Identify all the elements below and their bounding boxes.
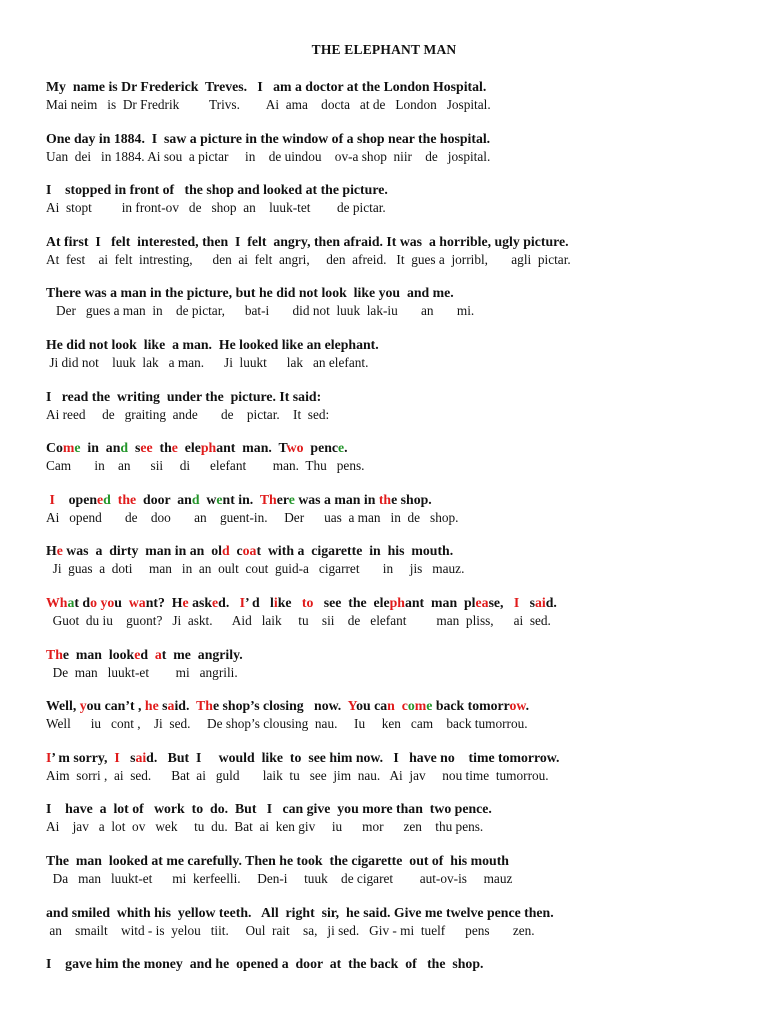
text-segment: ’ d l <box>245 595 274 610</box>
english-line <box>46 904 746 922</box>
phonetic-line <box>46 457 746 474</box>
text-segment: He did not look like a man. He looked like an elephant. <box>46 337 379 352</box>
phonetic-line <box>46 560 746 577</box>
english-line <box>46 594 746 612</box>
text-segment <box>395 698 402 713</box>
english-line <box>46 439 746 457</box>
text-segment <box>111 492 118 507</box>
paragraph <box>46 78 746 113</box>
text-segment: d <box>103 491 111 507</box>
phonetic-line <box>46 406 746 423</box>
text-segment: e <box>56 543 63 559</box>
text-segment: y <box>79 698 87 714</box>
phonetic-line <box>46 251 746 268</box>
text-segment: De man luukt-et mi angrili. <box>46 664 238 680</box>
text-segment: Ji did not luuk lak a man. Ji luukt lak an elefant. <box>46 355 369 370</box>
text-segment: ai <box>135 749 147 765</box>
english-line <box>46 181 746 199</box>
text-segment: d. <box>218 595 240 610</box>
text-segment: c <box>229 543 243 559</box>
text-segment: Co <box>46 440 63 456</box>
text-segment: ow <box>509 698 526 714</box>
phonetic-line <box>46 870 746 887</box>
text-segment: ai <box>534 595 546 610</box>
text-segment: ’ m sorry, <box>51 749 115 765</box>
text-segment: Ai reed de graiting ande de pictar. It sed: <box>46 406 330 422</box>
text-segment: e <box>134 646 141 662</box>
text-segment: to <box>301 595 314 610</box>
text-segment: Mai neim is Dr Fredrik Trivs. Ai ama docta at de London Jospital. <box>46 97 491 112</box>
paragraph <box>46 284 746 319</box>
text-segment: The man looked at me carefully. Then he took the cigarette out of his mouth <box>46 853 509 868</box>
text-segment: o <box>90 595 98 610</box>
english-line <box>46 955 746 973</box>
text-segment: e <box>212 595 219 610</box>
text-segment: I <box>114 749 120 765</box>
text-segment: i <box>273 595 278 610</box>
text-segment: Der gues a man in de pictar, bat-i did not luuk lak-iu an mi. <box>46 303 475 319</box>
text-segment: t me angrily. <box>161 646 243 662</box>
text-segment: wo <box>286 440 304 456</box>
text-segment: th <box>378 491 392 507</box>
text-segment: ele <box>177 440 201 456</box>
text-segment: e <box>171 440 178 456</box>
text-segment: I gave him the money and he opened a door at the back of the shop. <box>46 956 484 972</box>
text-segment: One day in 1884. I saw a picture in the window of a shop near the hospital. <box>46 130 491 146</box>
phonetic-line <box>46 354 746 371</box>
phonetic-line <box>46 715 746 732</box>
paragraph <box>46 955 746 973</box>
text-segment: c <box>401 698 408 714</box>
text-segment: H <box>46 543 57 559</box>
text-segment: n <box>387 698 395 714</box>
paragraph <box>46 130 746 165</box>
text-segment: d <box>191 491 200 507</box>
text-segment: nt? H <box>145 595 183 610</box>
text-segment: ee <box>140 440 153 456</box>
paragraph <box>46 491 746 526</box>
text-segment: was a dirty man in an ol <box>62 543 222 559</box>
paragraph <box>46 439 746 474</box>
paragraph <box>46 697 746 732</box>
phonetic-line <box>46 818 746 835</box>
text-segment: . <box>525 698 530 714</box>
text-segment: see the ele <box>313 595 390 610</box>
text-segment: I <box>49 491 55 507</box>
paragraph <box>46 904 746 939</box>
document-title: THE ELEPHANT MAN <box>311 42 457 57</box>
text-segment: open <box>54 491 97 507</box>
text-segment: a <box>67 595 75 610</box>
paragraph <box>46 646 746 681</box>
text-segment: wa <box>128 595 146 610</box>
text-segment: ea <box>475 595 489 610</box>
paragraph <box>46 181 746 216</box>
text-segment: Th <box>46 646 63 662</box>
text-segment: door an <box>136 491 192 507</box>
text-segment: I stopped in front of the shop and looked at the picture. <box>46 182 388 198</box>
text-segment: ph <box>389 595 405 610</box>
text-segment: ant man. T <box>216 440 287 456</box>
text-segment: Y <box>347 698 357 714</box>
text-segment: w <box>199 491 217 507</box>
text-segment: Uan dei in 1884. Ai sou a pictar in de uindou ov-a shop niir de jospital. <box>46 148 491 164</box>
text-segment: Ai stopt in front-ov de shop an luuk-tet de pictar. <box>46 200 386 216</box>
english-line <box>46 697 746 715</box>
paragraph <box>46 594 746 629</box>
text-segment: Th <box>259 491 277 507</box>
text-segment: id. <box>174 698 197 714</box>
text-segment: e shop’s closing now. <box>212 698 348 714</box>
text-segment: was a man in <box>294 491 379 507</box>
text-segment: ke <box>277 595 302 610</box>
text-segment: e man look <box>62 646 135 662</box>
text-segment: e <box>426 698 433 714</box>
text-segment: ph <box>200 440 217 456</box>
text-segment: m <box>62 440 75 456</box>
english-line <box>46 130 746 148</box>
text-segment: At fest ai felt intresting, den ai felt angri, den afreid. It gues a jorribl, agli pictar. <box>46 251 571 267</box>
paragraph <box>46 749 746 784</box>
text-segment: Well, <box>46 698 80 714</box>
english-line <box>46 491 746 509</box>
text-segment: I <box>239 595 246 610</box>
text-segment: s <box>128 440 141 456</box>
text-segment: I <box>513 595 520 610</box>
paragraph <box>46 800 746 835</box>
english-line <box>46 646 746 664</box>
english-line <box>46 542 746 560</box>
text-segment: back tomorr <box>432 698 510 714</box>
text-segment: a <box>154 646 162 662</box>
text-segment: ou can’t , <box>86 698 145 714</box>
text-segment: er <box>276 491 289 507</box>
text-segment: se, <box>488 595 514 610</box>
text-segment: Th <box>196 698 213 714</box>
phonetic-line <box>46 612 746 629</box>
text-segment: d. But I would like to see him now. I have no time tomorrow. <box>146 749 560 765</box>
phonetic-line <box>46 96 746 113</box>
text-segment: u <box>114 595 129 610</box>
text-segment: d <box>140 646 155 662</box>
text-segment: he <box>144 698 159 714</box>
text-segment: Aim sorri , ai sed. Bat ai guld laik tu see jim nau. Ai jav nou time tumorrou. <box>46 767 549 783</box>
text-segment: Guot du iu guont? Ji askt. Aid laik tu sii de elefant man pliss, ai sed. <box>46 613 551 628</box>
text-segment: d. <box>545 595 557 610</box>
text-segment: oa <box>242 543 257 559</box>
text-segment: t with a cigarette in his mouth. <box>256 543 454 559</box>
english-line <box>46 388 746 406</box>
text-segment: I <box>46 749 52 765</box>
text-segment: ask <box>188 595 213 610</box>
phonetic-line <box>46 302 746 319</box>
phonetic-line <box>46 922 746 939</box>
paragraph <box>46 852 746 887</box>
phonetic-line <box>46 199 746 216</box>
text-segment: Ai jav a lot ov wek tu du. Bat ai ken giv iu mor zen thu pens. <box>46 819 484 835</box>
text-segment: yo <box>100 595 115 610</box>
text-segment: s <box>119 749 136 765</box>
text-segment: o <box>407 698 415 714</box>
text-segment: d <box>120 440 129 456</box>
text-segment: t d <box>74 595 91 610</box>
text-segment: m <box>414 698 427 714</box>
english-line <box>46 233 746 251</box>
text-segment: ou ca <box>356 698 388 714</box>
text-segment: in an <box>80 440 121 456</box>
text-segment: Da man luukt-et mi kerfeelli. Den-i tuuk de cigaret aut-ov-is mauz <box>46 871 513 886</box>
paragraph <box>46 233 746 268</box>
english-line <box>46 800 746 818</box>
phonetic-line <box>46 767 746 784</box>
text-segment: and smiled whith his yellow teeth. All right sir, he said. Give me twelve pence then. <box>46 904 554 920</box>
text-segment: e <box>338 440 345 456</box>
text-segment: There was a man in the picture, but he did not look like you and me. <box>46 285 454 301</box>
text-segment: . <box>344 440 348 456</box>
phonetic-line <box>46 664 746 681</box>
text-segment: Ai opend de doo an guent-in. Der uas a man in de shop. <box>46 509 459 525</box>
text-segment: e <box>182 595 189 610</box>
phonetic-line <box>46 509 746 526</box>
english-line <box>46 749 746 767</box>
english-line <box>46 78 746 96</box>
text-segment: e <box>74 440 81 456</box>
english-line <box>46 284 746 302</box>
english-line <box>46 852 746 870</box>
text-segment: e <box>288 491 295 507</box>
paragraph <box>46 388 746 423</box>
text-segment: I read the writing under the picture. It said: <box>46 388 322 404</box>
text-segment: e <box>216 491 223 507</box>
english-line <box>46 336 746 354</box>
text-segment: the <box>117 491 137 507</box>
text-segment: d <box>221 543 230 559</box>
text-segment: Cam in an sii di elefant man. Thu pens. <box>46 458 365 474</box>
text-segment: My name is Dr Frederick Treves. I am a doctor at the London Hospital. <box>46 79 487 94</box>
text-segment: Ji guas a doti man in an oult cout guid-a cigarret in jis mauz. <box>46 561 465 577</box>
text-segment: Wh <box>46 595 68 610</box>
text-segment: an smailt witd - is yelou tiit. Oul rait sa, ji sed. Giv - mi tuelf pens zen. <box>46 922 535 938</box>
text-segment: At first I felt interested, then I felt angry, then afraid. It was a horrible, ugly picture. <box>46 233 569 249</box>
text-segment: penc <box>303 440 339 456</box>
phonetic-line <box>46 148 746 165</box>
text-segment: s <box>519 595 535 610</box>
text-segment: nt in. <box>222 491 260 507</box>
text-segment: ant man pl <box>404 595 476 610</box>
paragraph <box>46 542 746 577</box>
text-segment: I have a lot of work to do. But I can give you more than two pence. <box>46 801 492 817</box>
text-segment: Well iu cont , Ji sed. De shop’s clousing nau. Iu ken cam back tumorrou. <box>46 716 528 732</box>
text-segment: a <box>167 698 175 714</box>
text-segment: th <box>152 440 172 456</box>
paragraph <box>46 336 746 371</box>
text-segment: e shop. <box>391 491 432 507</box>
text-segment: e <box>97 491 104 507</box>
text-segment: s <box>158 698 168 714</box>
